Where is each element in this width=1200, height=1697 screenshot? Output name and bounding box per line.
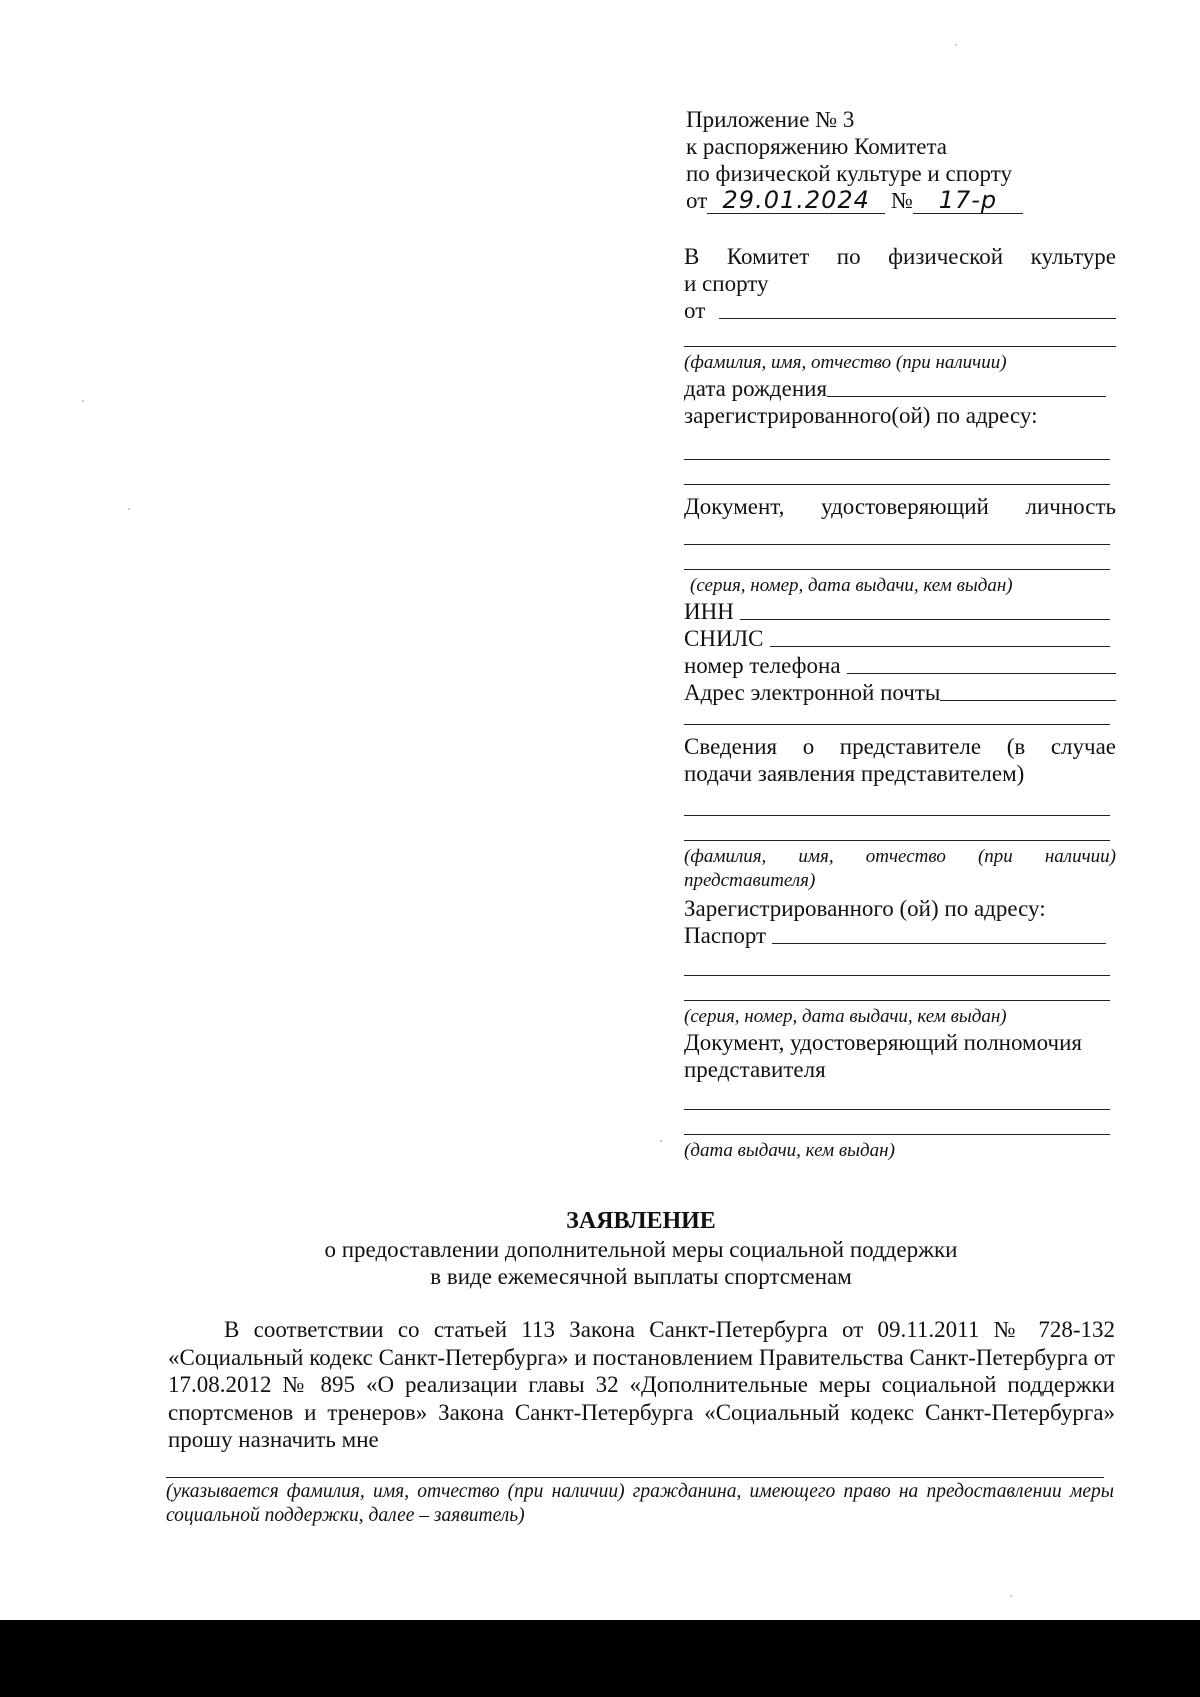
appendix-committee: по физической культуре и спорту: [686, 161, 1012, 186]
statement-heading: [168, 1206, 1114, 1290]
passport-label: Паспорт: [684, 923, 767, 948]
statement-subtitle-1: о предоставлении дополнительной меры социальной поддержки: [324, 1237, 958, 1262]
representative-info-line2: подачи заявления представителем): [684, 761, 1025, 786]
authority-doc-hint: (дата выдачи, кем выдан): [684, 1140, 895, 1161]
email-field[interactable]: [684, 679, 1116, 706]
representative-authority-doc-line1: Документ, удостоверяющий полномочия: [684, 1030, 1082, 1055]
scan-speck: [660, 1140, 662, 1142]
snils-label: СНИЛС: [684, 626, 764, 651]
birth-date-label: дата рождения: [684, 376, 828, 401]
from-label: от: [684, 298, 706, 323]
passport-field[interactable]: [684, 922, 1116, 949]
representative-blank-line-1[interactable]: [684, 815, 1110, 816]
snils-field[interactable]: [684, 625, 1116, 652]
id-document-hint: (серия, номер, дата выдачи, кем выдан): [690, 575, 1013, 596]
scan-bottom-edge: [0, 1620, 1200, 1697]
inn-label: ИНН: [684, 599, 734, 624]
phone-field[interactable]: [684, 652, 1116, 679]
applicant-name-hint: (указывается фамилия, имя, отчество (при наличии) гражданина, имеющего право на предоставлении меры социальной поддержки, далее – заявитель): [166, 1481, 1114, 1526]
addressee-line1: В Комитет по физической культуре: [684, 244, 1116, 269]
email-blank-line[interactable]: [684, 724, 1110, 725]
appendix-date-line: [686, 187, 1116, 214]
appendix-number: Приложение № 3: [686, 107, 855, 132]
handwritten-number-field: [913, 188, 1023, 214]
birth-date-field[interactable]: [684, 375, 1116, 402]
scan-speck: [82, 400, 84, 402]
address-blank-line-1[interactable]: [684, 459, 1110, 460]
handwritten-number: 17-р: [938, 186, 998, 214]
passport-blank-line-2[interactable]: [684, 1000, 1110, 1001]
date-prefix: от: [686, 188, 708, 213]
fio-blank-line[interactable]: [684, 346, 1116, 347]
statement-body: [168, 1316, 1115, 1454]
statement-title: ЗАЯВЛЕНИЕ: [566, 1208, 716, 1234]
addressee-line2: и спорту: [684, 271, 769, 296]
from-field[interactable]: [684, 297, 1116, 324]
applicant-name-blank-line[interactable]: [166, 1477, 1104, 1478]
number-label: №: [891, 188, 913, 213]
registered-address-label: зарегистрированного(ой) по адресу:: [684, 403, 1038, 428]
representative-blank-line-2[interactable]: [684, 840, 1110, 841]
representative-authority-doc-line2: представителя: [684, 1057, 826, 1082]
phone-label: номер телефона: [684, 653, 841, 678]
scan-speck: [128, 508, 130, 510]
scan-speck: [955, 44, 957, 46]
passport-hint: (серия, номер, дата выдачи, кем выдан): [684, 1006, 1007, 1027]
representative-fio-hint-line1: (фамилия, имя, отчество (при наличии): [684, 846, 1116, 867]
id-document-blank-line-1[interactable]: [684, 544, 1110, 545]
applicant-form: [684, 243, 1116, 1163]
representative-address-label: Зарегистрированного (ой) по адресу:: [684, 896, 1046, 921]
scan-speck: [1010, 1595, 1012, 1597]
inn-field[interactable]: [684, 598, 1116, 625]
passport-blank-line-1[interactable]: [684, 975, 1110, 976]
representative-info-line1: Сведения о представителе (в случае: [684, 734, 1116, 759]
handwritten-date: 29.01.2024: [722, 186, 870, 214]
appendix-order-ref: к распоряжению Комитета: [686, 134, 947, 159]
id-document-label: Документ, удостоверяющий личность: [684, 494, 1116, 519]
fio-hint: (фамилия, имя, отчество (при наличии): [684, 352, 1007, 373]
handwritten-date-field: [707, 188, 885, 214]
appendix-header: [686, 106, 1116, 214]
email-label: Адрес электронной почты: [684, 680, 941, 705]
authority-doc-blank-line-1[interactable]: [684, 1109, 1110, 1110]
address-blank-line-2[interactable]: [684, 484, 1110, 485]
id-document-blank-line-2[interactable]: [684, 569, 1110, 570]
statement-body-paragraph: В соответствии со статьей 113 Закона Санкт-Петербурга от 09.11.2011 № 728-132 «Социальный кодекс Санкт-Петербурга» и постановлением Правительства Санкт-Петербурга от 17.08.2012 № 895 «О реализации главы 32 «Дополнительные меры социальной поддержки спортсменов и тренеров» Закона Санкт-Петербурга «Социальный кодекс Санкт-Петербурга» прошу назначить мне: [168, 1317, 1115, 1452]
statement-subtitle-2: в виде ежемесячной выплаты спортсменам: [430, 1264, 852, 1289]
authority-doc-blank-line-2[interactable]: [684, 1134, 1110, 1135]
representative-fio-hint-line2: представителя): [684, 870, 816, 891]
